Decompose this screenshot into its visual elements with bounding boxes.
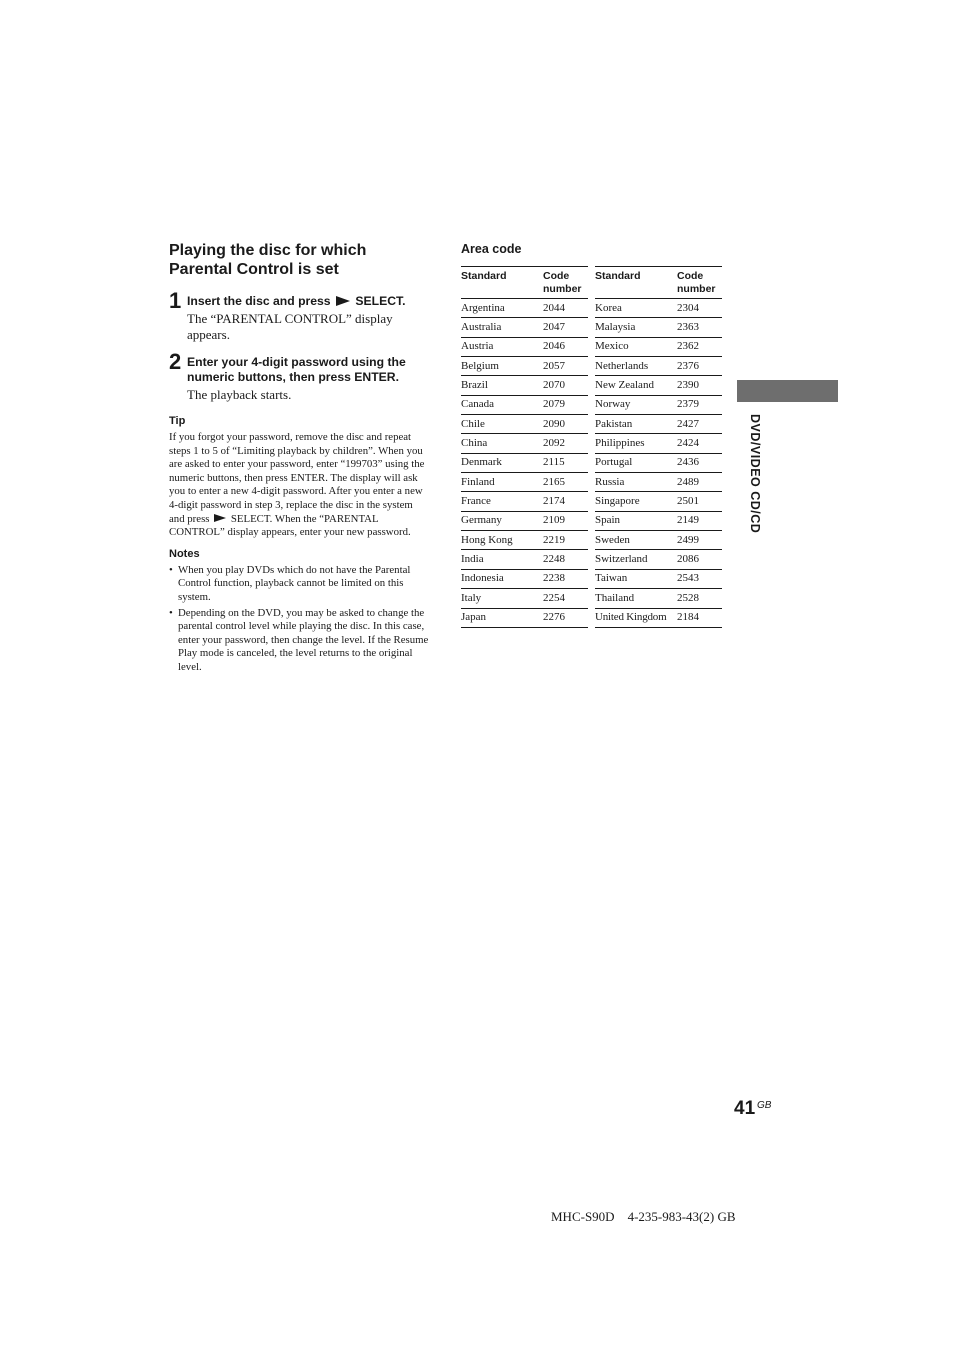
country-cell: Malaysia xyxy=(595,318,677,337)
code-cell: 2149 xyxy=(677,511,722,530)
code-cell: 2276 xyxy=(543,608,588,627)
table-row xyxy=(595,511,722,530)
step-2 xyxy=(169,349,431,403)
header-code-number: Code number xyxy=(543,267,588,299)
country-cell: Taiwan xyxy=(595,569,677,588)
country-cell: Mexico xyxy=(595,337,677,356)
step-2-body: The playback starts. xyxy=(187,387,292,402)
table-row xyxy=(461,337,588,356)
code-cell: 2184 xyxy=(677,608,722,627)
code-cell: 2499 xyxy=(677,531,722,550)
model-code: MHC-S90D 4-235-983-43(2) GB xyxy=(551,1209,736,1224)
country-cell: Norway xyxy=(595,395,677,414)
country-cell: China xyxy=(461,434,543,453)
code-cell: 2424 xyxy=(677,434,722,453)
table-row xyxy=(461,453,588,472)
code-cell: 2543 xyxy=(677,569,722,588)
table-row xyxy=(595,453,722,472)
country-cell: Thailand xyxy=(595,589,677,608)
play-triangle-icon xyxy=(214,514,226,522)
section-title-line2: Parental Control is set xyxy=(169,261,339,278)
country-cell: Belgium xyxy=(461,357,543,376)
step-1-number: 1 xyxy=(169,288,182,313)
country-cell: France xyxy=(461,492,543,511)
table-row xyxy=(461,299,588,318)
area-code-title: Area code xyxy=(461,242,522,256)
code-cell: 2115 xyxy=(543,453,588,472)
step-1-body: The “PARENTAL CONTROL” display appears. xyxy=(187,311,393,342)
code-cell: 2057 xyxy=(543,357,588,376)
country-cell: India xyxy=(461,550,543,569)
table-row xyxy=(595,299,722,318)
table-row xyxy=(461,473,588,492)
country-cell: Singapore xyxy=(595,492,677,511)
section-title-line1: Playing the disc for which xyxy=(169,242,367,259)
country-cell: Korea xyxy=(595,299,677,318)
table-body xyxy=(595,299,722,628)
code-cell: 2248 xyxy=(543,550,588,569)
code-cell: 2044 xyxy=(543,299,588,318)
table-row xyxy=(595,357,722,376)
country-cell: Russia xyxy=(595,473,677,492)
code-cell: 2238 xyxy=(543,569,588,588)
table-row xyxy=(595,550,722,569)
country-cell: Hong Kong xyxy=(461,531,543,550)
code-cell: 2047 xyxy=(543,318,588,337)
tip-block xyxy=(169,415,431,540)
code-cell: 2174 xyxy=(543,492,588,511)
table-row xyxy=(461,318,588,337)
code-cell: 2489 xyxy=(677,473,722,492)
code-cell: 2079 xyxy=(543,395,588,414)
step-2-number: 2 xyxy=(169,349,182,374)
table-header-row xyxy=(461,267,588,299)
country-cell: New Zealand xyxy=(595,376,677,395)
tip-heading: Tip xyxy=(169,415,186,427)
table-row xyxy=(461,569,588,588)
table-row xyxy=(461,608,588,627)
header-code-number: Code number xyxy=(677,267,722,299)
table-row xyxy=(595,608,722,627)
country-cell: Brazil xyxy=(461,376,543,395)
side-tab-label: DVD/VIDEO CD/CD xyxy=(748,414,762,534)
notes-list xyxy=(169,564,431,675)
country-cell: Switzerland xyxy=(595,550,677,569)
play-triangle-icon xyxy=(336,296,350,306)
table-header-row xyxy=(595,267,722,299)
table-row xyxy=(595,376,722,395)
table-row xyxy=(595,415,722,434)
tip-text-after: SELECT. When the “PARENTAL CONTROL” display appears, enter your new password. xyxy=(169,512,411,539)
note-item: • Depending on the DVD, you may be asked to change the parental control level while playing the disc. In this case, enter your password, then change the level. If the Resume Play mode is canceled, the level returns to the original level. xyxy=(169,607,431,675)
table-row xyxy=(595,531,722,550)
side-tab-bar xyxy=(737,380,838,402)
table-row xyxy=(461,395,588,414)
country-cell: Pakistan xyxy=(595,415,677,434)
country-cell: Portugal xyxy=(595,453,677,472)
header-standard: Standard xyxy=(461,267,543,299)
country-cell: Indonesia xyxy=(461,569,543,588)
table-row xyxy=(595,318,722,337)
country-cell: Japan xyxy=(461,608,543,627)
step-1 xyxy=(169,288,431,343)
note-item: • When you play DVDs which do not have the Parental Control function, playback cannot be limited on this system. xyxy=(169,564,431,605)
table-row xyxy=(461,511,588,530)
step-2-heading: Enter your 4-digit password using the numeric buttons, then press ENTER. xyxy=(187,355,406,384)
table-row xyxy=(461,376,588,395)
table-row xyxy=(461,531,588,550)
table-row xyxy=(595,473,722,492)
header-standard: Standard xyxy=(595,267,677,299)
step-1-heading-before: Insert the disc and press xyxy=(187,294,331,308)
code-cell: 2528 xyxy=(677,589,722,608)
country-cell: Canada xyxy=(461,395,543,414)
country-cell: United Kingdom xyxy=(595,608,677,627)
table-row xyxy=(595,492,722,511)
code-cell: 2092 xyxy=(543,434,588,453)
table-row xyxy=(595,337,722,356)
table-row xyxy=(461,550,588,569)
code-cell: 2304 xyxy=(677,299,722,318)
country-cell: Philippines xyxy=(595,434,677,453)
country-cell: Germany xyxy=(461,511,543,530)
country-cell: Argentina xyxy=(461,299,543,318)
code-cell: 2363 xyxy=(677,318,722,337)
area-code-table-right xyxy=(595,266,722,628)
code-cell: 2379 xyxy=(677,395,722,414)
table-row xyxy=(461,589,588,608)
code-cell: 2090 xyxy=(543,415,588,434)
code-cell: 2390 xyxy=(677,376,722,395)
table-row xyxy=(595,395,722,414)
tip-text xyxy=(169,431,431,540)
left-column xyxy=(169,241,431,675)
code-cell: 2376 xyxy=(677,357,722,376)
tip-text-before: If you forgot your password, remove the disc and repeat steps 1 to 5 of “Limiting playback by children”. When you are asked to enter your password, enter “199703” using the numeric buttons, then press ENTER. The display will ask you to enter a new 4-digit password. After you enter a new 4-digit password in step 3, replace the disc in the system and press xyxy=(169,431,425,525)
country-cell: Australia xyxy=(461,318,543,337)
code-cell: 2436 xyxy=(677,453,722,472)
table-body xyxy=(461,299,588,628)
notes-heading: Notes xyxy=(169,547,200,560)
table-row xyxy=(595,589,722,608)
table-row xyxy=(595,569,722,588)
table-row xyxy=(595,434,722,453)
page-number: 41 xyxy=(734,1098,756,1119)
section-title xyxy=(169,241,431,279)
country-cell: Finland xyxy=(461,473,543,492)
code-cell: 2046 xyxy=(543,337,588,356)
code-cell: 2165 xyxy=(543,473,588,492)
table-row xyxy=(461,492,588,511)
code-cell: 2254 xyxy=(543,589,588,608)
code-cell: 2070 xyxy=(543,376,588,395)
step-1-heading-after: SELECT. xyxy=(355,294,406,308)
country-cell: Austria xyxy=(461,337,543,356)
code-cell: 2501 xyxy=(677,492,722,511)
country-cell: Denmark xyxy=(461,453,543,472)
code-cell: 2427 xyxy=(677,415,722,434)
table-row xyxy=(461,357,588,376)
code-cell: 2362 xyxy=(677,337,722,356)
code-cell: 2086 xyxy=(677,550,722,569)
country-cell: Spain xyxy=(595,511,677,530)
country-cell: Chile xyxy=(461,415,543,434)
notes-block xyxy=(169,548,431,675)
country-cell: Netherlands xyxy=(595,357,677,376)
code-cell: 2219 xyxy=(543,531,588,550)
page-number-suffix: GB xyxy=(757,1100,772,1111)
country-cell: Italy xyxy=(461,589,543,608)
table-row xyxy=(461,415,588,434)
code-cell: 2109 xyxy=(543,511,588,530)
table-row xyxy=(461,434,588,453)
step-1-heading xyxy=(187,294,431,309)
area-code-table-left xyxy=(461,266,588,628)
country-cell: Sweden xyxy=(595,531,677,550)
